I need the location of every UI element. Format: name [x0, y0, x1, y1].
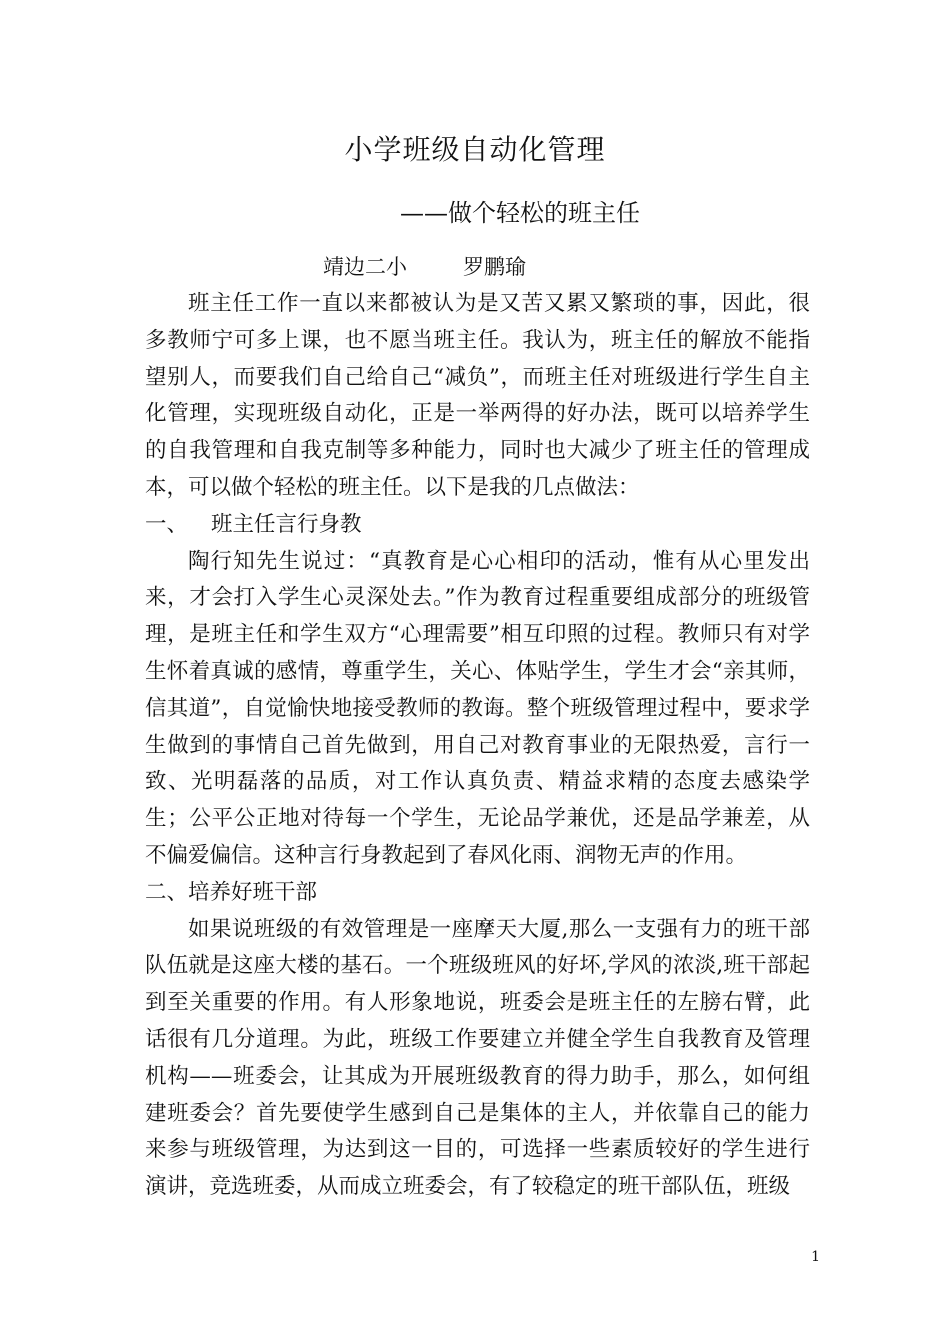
byline	[323, 252, 526, 282]
school-name: 靖边二小	[323, 255, 407, 279]
intro-paragraph: 班主任工作一直以来都被认为是又苦又累又繁琐的事，因此，很多教师宁可多上课，也不愿当班主任。我认为，班主任的解放不能指望别人，而要我们自己给自己“减负”，而班主任对班级进行学生自主化管理，实现班级自动化，正是一举两得的好办法，既可以培养学生的自我管理和自我克制等多种能力，同时也大减少了班主任的管理成本，可以做个轻松的班主任。以下是我的几点做法：	[145, 291, 810, 500]
document-body	[145, 286, 810, 1206]
section-title-1: 班主任言行身教	[211, 511, 362, 537]
document-subtitle: ——做个轻松的班主任	[400, 199, 640, 227]
section-title-2: 二、培养好班干部	[145, 879, 318, 905]
section-paragraph-1: 陶行知先生说过：“真教育是心心相印的活动，惟有从心里发出来，才会打入学生心灵深处去。”作为教育过程重要组成部分的班级管理，是班主任和学生双方“心理需要”相互印照的过程。教师只有对学生怀着真诚的感情，尊重学生，关心、体贴学生，学生才会“亲其师，信其道”，自觉愉快地接受教师的教诲。整个班级管理过程中，要求学生做到的事情自己首先做到，用自己对教育事业的无限热爱，言行一致、光明磊落的品质，对工作认真负责、精益求精的态度去感染学生；公平公正地对待每一个学生，无论品学兼优，还是品学兼差，从不偏爱偏信。这种言行身教起到了春风化雨、润物无声的作用。	[145, 548, 810, 868]
section-paragraph-2: 如果说班级的有效管理是一座摩天大厦,那么一支强有力的班干部队伍就是这座大楼的基石。一个班级班风的好坏,学风的浓淡,班干部起到至关重要的作用。有人形象地说，班委会是班主任的左膀右臂，此话很有几分道理。为此，班级工作要建立并健全学生自我教育及管理机构——班委会，让其成为开展班级教育的得力助手，那么，如何组建班委会？首先要使学生感到自己是集体的主人，并依靠自己的能力来参与班级管理，为达到这一目的，可选择一些素质较好的学生进行演讲，竞选班委，从而成立班委会，有了较稳定的班干部队伍，班级	[145, 916, 810, 1200]
section-number-1: 一、	[145, 511, 189, 537]
document-title: 小学班级自动化管理	[344, 133, 606, 166]
section-heading-2	[145, 875, 810, 912]
page-number: 1	[811, 1249, 820, 1265]
section-heading-1	[145, 507, 810, 544]
author-name: 罗鹏瑜	[463, 255, 526, 279]
